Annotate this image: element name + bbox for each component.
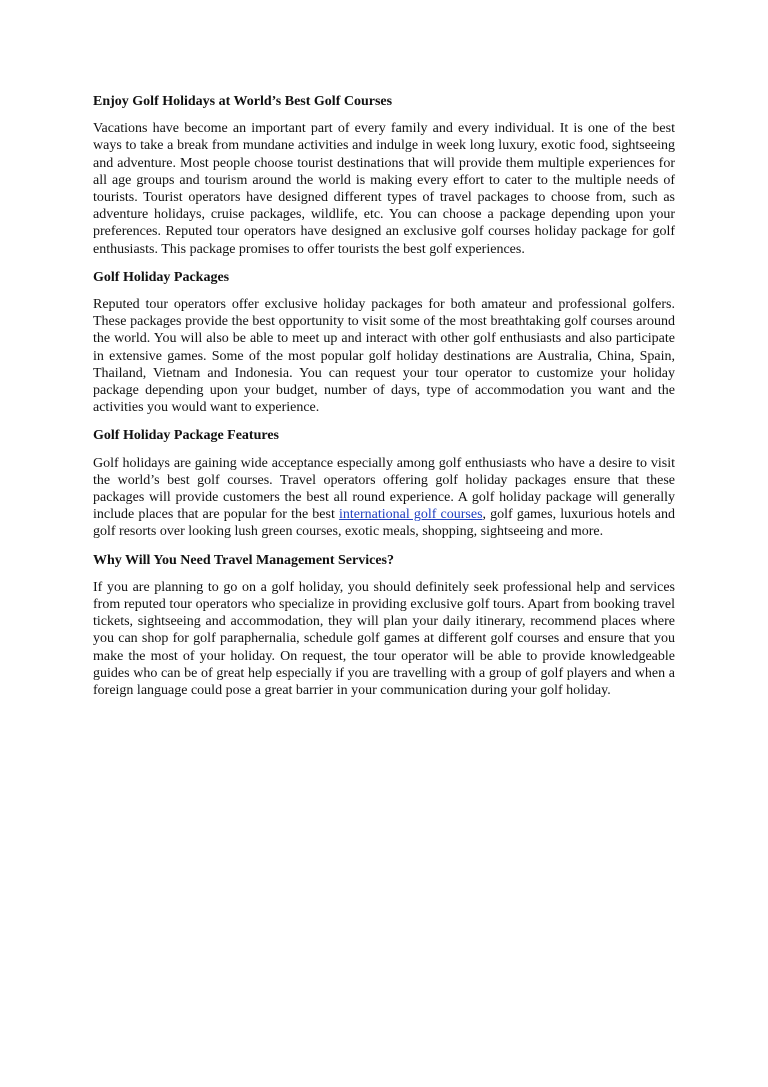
section-heading-golf-holiday-packages: Golf Holiday Packages (93, 269, 230, 285)
section-paragraph-golf-holiday-packages: Reputed tour operators offer exclusive holiday packages for both amateur and professional golfers. These packages provide the best opportunity to visit some of the most breathtaking golf courses around the world. You will also be able to meet up and interact with other golf enthusiasts and also participate in extensive games. Some of the most popular golf holiday destinations are Australia, China, Spain, Thailand, Vietnam and Indonesia. You can request your tour operator to customize your holiday package depending upon your budget, number of days, type of accommodation you want and the activities you would want to experience. (93, 297, 675, 416)
international-golf-courses-link[interactable]: international golf courses (338, 507, 483, 523)
document-body (93, 93, 675, 710)
section-paragraph-package-features (93, 455, 675, 541)
section-heading-package-features: Golf Holiday Package Features (93, 428, 279, 444)
intro-paragraph: Vacations have become an important part of every family and every individual. It is one of the best ways to take a break from mundane activities and indulge in week long luxury, exotic food, sightseeing and adventure. Most people choose tourist destinations that will provide them multiple experiences for all age groups and tourism around the world is making every effort to cater to the multiple needs of tourists. Tourist operators have designed different types of travel packages to choose from, such as adventure holidays, cruise packages, wildlife, etc. You can choose a package depending upon your preferences. Reputed tour operators have designed an exclusive golf courses holiday package for golf enthusiasts. This package promises to offer tourists the best golf experiences. (93, 121, 675, 257)
document-title: Enjoy Golf Holidays at World’s Best Golf Courses (93, 94, 393, 109)
features-text-after-link: , golf games, luxurious hotels and golf resorts over looking lush green courses, exotic meals, shopping, sightseeing and more. (93, 507, 675, 540)
section-paragraph-travel-management: If you are planning to go on a golf holiday, you should definitely seek professional help and services from reputed tour operators who specialize in providing exclusive golf tours. Apart from booking travel tickets, sightseeing and accommodation, they will plan your daily itinerary, recommend places where you can shop for golf paraphernalia, schedule golf games at different golf courses and ensure that you make the most of your holiday. On request, the tour operator will be able to provide knowledgeable guides who can be of great help especially if you are travelling with a group of golf players and when a foreign language could pose a great barrier in your communication during your golf holiday. (93, 579, 675, 699)
section-heading-travel-management: Why Will You Need Travel Management Services? (93, 552, 394, 568)
features-text-before-link: Golf holidays are gaining wide acceptance especially among golf enthusiasts who have a desire to visit the world’s best golf courses. Travel operators offering golf holiday packages ensure that these packages will provide customers the best all round experience. A golf holiday package will generally include places that are popular for the best (93, 455, 675, 523)
